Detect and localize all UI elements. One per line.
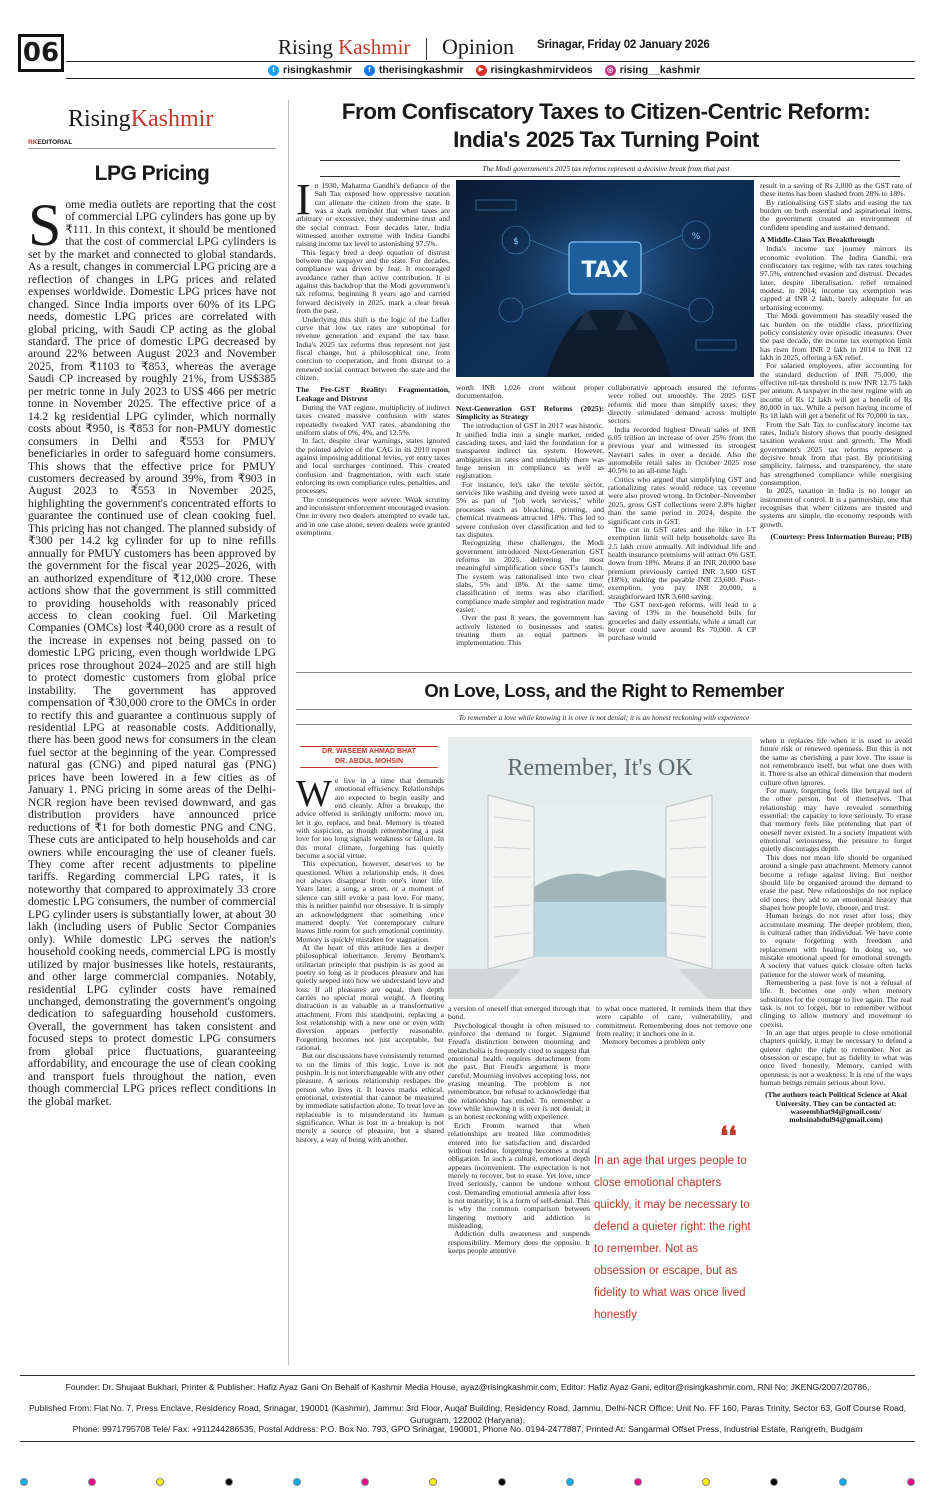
author-rule-bottom [300,767,438,768]
paragraph: This legacy bred a deep equation of distrust between the taxpayer and the state. For decades, compliance was driven by fear. It encouraged avoidance rather than active contribution. It is against this backdrop that the Modi government's tax reforms, beginning 8 years ago and carried forward decisively in 2025, mark a clear break from the past. [296,247,450,316]
paragraph: Critics who argued that simplifying GST and rationalizing rates would reduce tax revenue were also proved wrong. In October–November 2025, gross GST collections were 2.8% higher than the same period in 2024, despite the significant cuts in GST. [608,474,756,526]
paragraph: This expectation, however, deserves to be questioned. When a relationship ends, it does not always disappear from one's inner life. Years later, a song, a street, or a moment of silence can still evoke a past love. For many, this is neither painful nor obsessive. It is simply an acknowledgment that something once mattered deeply. Yet contemporary culture leaves little room for such emotional continuity. Memory is quickly mistaken for stagnation. [296,859,444,944]
paragraph: India's income tax journey mirrors its economic evolution. The Indira Gandhi, era confiscatory tax regime, with tax rates touching 97.5%, entrenched evasion and distrust. Decades later, despite liberalisation, relief remained modest, in 2014; income tax exemption was capped at INR 2 lakh, barely adequate for an urbanising economy. [760,244,912,312]
paragraph: Memory becomes a problem only [602,1037,706,1047]
header-rule [66,61,915,62]
paragraph: Addiction dulls awareness and suspends responsibility. Memory does the opposite. It keeps people attentive [448,1229,590,1255]
editorial-dropcap: S [28,192,62,258]
subheading: The Pre-GST Reality: Fragmentation, Leakage and Distrust [296,385,450,403]
article1-rule-bottom [320,176,900,177]
registration-mark [20,1478,28,1486]
paragraph: The cut in GST rates and the hike in I-T exemption limit will help households save Rs 2.5 lakh crore annually. All individual life and health insurance premiums will attract 0% GST, down from 18%. Means if an INR 20,000 base premium previously carried INR 3,600 GST (18%), making the payable INR 23,600. Post-exemption, you pay INR 20,000, a straightforward INR 3,600 saving. [608,524,756,601]
paragraph: when it replaces life when it is used to avoid future risk or renewed openness. But this is not the same as cherishing a past love. The issue is not remembrance itself, but what one does with it. There is also an ethical dimension that modern culture often ignores. [760,736,912,787]
paragraph: Psychological thought is often misused to reinforce the demand to forget. Sigmund Freud's distinction between mourning and melancholia is frequently cited to suggest that emotional health requires detachment from the past. But Freud's argument is more careful. Mourning involves accepting loss, not erasing meaning. The problem is not remembrance, but refusal to acknowledge that the relationship has ended. To remember a love while knowing it is over is not denial; it is an honest reckoning with experience. [448,1020,590,1122]
registration-mark [88,1478,96,1486]
paragraph: The GST next-gen reforms, will lead to a saving of 13% in the household bills for groceries and daily essentials, while a small car buyer could save around Rs 70,000. A CP purchase would [608,599,756,643]
article2-rule-mid [296,709,912,710]
paragraph: a version of oneself that emerged through that bond. [448,1004,590,1022]
tax-illustration-graphic [456,180,754,377]
editorial-body [28,192,276,1108]
footer-rule-bottom [20,1441,915,1442]
editorial-tag-prefix: RK [28,139,38,146]
paragraph: For salaried employees, after accounting for the standard deduction of INR 75,000, the effective nil-tax threshold is now INR 12.75 lakh per annum. A taxpayer in the new regime with an income of Rs 12 lakh will get a benefit of Rs 80,000 in tax. While a person having income of Rs 18 lakh will get a benefit of Rs 70,000 in tax. [760,361,912,421]
paragraph: From the Salt Tax to confiscatory income tax rates, India's history shows that poorly designed taxation weakens trust and growth. The Modi government's 2025 tax reforms represent a decisive break from that past. By prioritising simplicity, fairness, and transparency, the state has strengthened compliance while energising consumption. [760,419,912,488]
masthead-separator [426,38,427,60]
instagram-icon: ◎ [605,65,616,76]
twitter-handle: risingkashmir [283,64,352,76]
paragraph: collaborative approach ensured the reforms were rolled out smoothly. The 2025 GST reforms did more than simplify taxes; they directly stimulated demand across multiple sectors. [608,383,756,426]
registration-mark [702,1478,710,1486]
facebook-icon: f [364,65,375,76]
social-youtube[interactable] [476,64,593,76]
footer-line-3: Phone: 9971795708 Tele/ Fax: +911244286535, Postal Address: P.O. Box No. 793, GPO Srinagar, 190001, Phone No. 0194-2477887, Printed At: Sangarmal Offset Press, Industrial Estate, Rangreth, Budgam [72,1424,863,1434]
image-caption: Remember, It's OK [507,755,693,781]
facebook-handle: therisingkashmir [378,64,464,76]
dateline: Srinagar, Friday 02 January 2026 [537,39,710,51]
article2-subtitle: To remember a love while knowing it is over is not denial; it is an honest reckoning with experience [458,713,750,722]
author-1: DR. WASEEM AHMAD BHAT [322,748,416,755]
article1-rule-top [320,160,900,161]
paragraph: For many, forgetting feels like betrayal not of the other person, but of themselves. That relationship may have revealed something essential: the capacity to love seriously. To erase that memory feels like pretending that part of oneself never existed. In a society impatient with emotional seriousness, the pressure to forget quietly discourages depth. [760,786,912,854]
article1-column-2 [456,384,604,648]
paragraph: result in a saving of Rs 2,800 as the GST rate of these items has been slashed from 28% to 18%. [760,181,912,199]
paragraph: Remembering a past love is not a refusal of life. It becomes one only when memory substitutes for the courage to live again. The real task is not to forget, but to remember without clinging to allow memory and movement to coexist. [760,977,912,1029]
article1-column-1 [296,175,450,538]
paragraph: This does not mean life should be organised around a single past attachment. Memory cannot become a refuge against living. But neither should life be organised around the demand to erase the past. New relationships do not replace old ones; they add to an emotional history that shapes how people love, choose, and trust. [760,852,912,912]
article2-column-4 [760,737,912,1125]
paragraph: But our discussions have consistently returned to on the limits of this logic. Love is not pushpin. It is not interchangeable with any other pleasure. A serious relationship reshapes the person who lives it. It leaves marks ethical, emotional, existential that cannot be measured by immediate satisfaction alone. To treat love as replaceable is to misunderstand its human significance. What is lost in a breakup is not merely a source of pleasure, but a shared history, a way of being with another, [296,1051,444,1144]
instagram-handle: rising__kashmir [619,64,701,76]
social-twitter[interactable] [268,64,352,76]
registration-mark [566,1478,574,1486]
footer-line-2: Published From: Flat No. 7, Press Enclave, Residency Road, Srinagar, 190001 (Kashmir), Jammu: 3rd Floor, Auqaf Building, Residency Road, Jammu, Delhi-NCR Office: Unit No. FF 160, Paras Trinity, Sector 63, Golf Course Road, Gurugram, 122002 (Haryana), [28,1403,907,1425]
remember-illustration [448,737,752,999]
social-facebook[interactable] [364,64,464,76]
svg-text:$: $ [513,237,519,247]
article1-subtitle: The Modi government's 2025 tax reforms represent a decisive break from that past [482,164,730,173]
masthead-rising: Rising [278,35,333,59]
article2-rule-top [296,672,912,673]
paragraph: The introduction of GST in 2017 was historic. It unified India into a single market, ended cascading taxes, and laid the foundation for a transparent indirect tax system. However, ambiguities in rates and undeniably there was huge tension in compliance as well as registration. [456,421,604,481]
subheading: A Middle-Class Tax Breakthrough [760,235,875,245]
registration-mark [498,1478,506,1486]
quote-mark-icon: ❛❛ [720,1122,737,1152]
paragraph: Over the past 8 years, the government has actively listened to businesses and states, treating them as equal partners in implementation. This [456,613,604,648]
article1-dropcap: I [296,175,311,224]
masthead-kashmir: Kashmir [338,35,411,59]
article1-column-4 [760,182,912,541]
editorial-text: ome media outlets are reporting that the cost of commercial LPG cylinders has gone up by ₹111. In this context, it should be mentioned that the cost of commercial LPG cylinders is set by the market and connected to global standards. As a result, changes in commercial LPG pricing are a reflection of changes in LPG prices and related expenses worldwide. Domestic LPG prices have not changed. Since India imports over 60% of its LPG needs, domestic LPG prices are correlated with global pricing, with Saudi CP acting as the global standard. The price of domestic LPG decreased by around 22% between August 2023 and November 2025, from ₹1103 to ₹853, whereas the average Saudi CP increased by roughly 21%, from US$385 per metric tonne in July 2023 to US$ 466 per metric tonne in November 2025. The effective price of a 14.2 kg residential LPG cylinder, which normally costs about ₹950, is ₹853 for non-PMUY domestic consumers in Delhi and ₹553 for PMUY beneficiaries in order to safeguard home consumers. This shows that the effective price for PMUY customers decreased by around 39%, from ₹903 in August 2023 to ₹553 in November 2025, highlighting the government's concentrated efforts to guarantee the continued use of clean cooking fuel. This pricing has not changed. The planned subsidy of ₹300 per 14.2 kg cylinder for up to nine refills annually for PMUY customers has been approved by the government for the fiscal year 2025–2026, with an authorized expenditure of ₹12,000 crore. These actions show that the government is still committed to providing households with reasonably priced access to clean cooking fuel. Oil Marketing Companies (OMCs) lost ₹40,000 crore as a result of the increase in expenses not being passed on to domestic LPG pricing, even though worldwide LPG prices rose throughout 2024–2025 and are still high to protect domestic customers from global price instability. The government has approved compensation of ₹30,000 crore to the OMCs in order to rectify this and guarantee a continuous supply of residential LPG at reasonable costs. Additionally, there has been good news for consumers in the clean fuel sector at the beginning of the year. Compressed natural gas (CNG) and piped natural gas (PNG) prices have been lowered in a few cities as of January 1. PNG pricing in some areas of the Delhi-NCR region have been revised downward, and gas distribution providers have announced price reductions of ₹1 for both domestic PNG and CNG. These cuts are anticipated to help households and car owners while encouraging the use of cleaner fuels. They come after recent adjustments to pipeline tariffs. Regarding commercial LPG rates, it is noteworthy that compared to approximately 33 crore domestic LPG consumers, the number of commercial LPG cylinder users is substantially lower, at about 30 lakh (including users of Public Sector Companies only). While domestic LPG serves the nation's household cooking needs, commercial LPG is mostly utilized by major businesses like hotels, restaurants, and other large commercial companies. Notably, residential LPG cylinder costs have remained unchanged, demonstrating the government's ongoing dedication to safeguarding household customers. Overall, the government has taken consistent and focused steps to protect domestic LPG consumers from global price fluctuations, guaranteeing affordability, and encourage the use of clean cooking and transport fuels throughout the nation, even though commercial LPG prices reflect conditions in the global market. [28,199,276,1108]
masthead[interactable] [278,34,514,60]
tax-label: TAX [581,258,629,283]
paragraph: to what once mattered. It reminds them that they were capable of care, vulnerability, and commitment. Remembering does not remove one from reality; it anchors one in it. [596,1004,752,1039]
registration-mark [839,1478,847,1486]
logo-rising: Rising [68,106,131,132]
subheading: Next-Generation GST Reforms (2025): Simplicity as Strategy [456,403,604,422]
section-name: Opinion [441,34,515,59]
editorial-logo [68,106,213,133]
article2-column-3 [596,1005,752,1047]
article2-column-1 [296,773,444,1144]
paragraph: For instance, let's take the textile sector, services like washing and dyeing were taxed at 5% as part of "job work services," while processes such as bleaching, printing, and chemical treatments attracted 18%. This led to severe confusion over classification and led to tax disputes. [456,479,604,539]
pull-quote: In an age that urges people to close emotional chapters quickly, it may be necessary to defend a quieter right: the right to remember. Not as obsession or escape, but as fidelity to what was once lived honestly [594,1155,751,1321]
youtube-handle: risingkashmirvideos [490,64,593,76]
paragraph: Human beings do not reset after loss; they accumulate meaning. The deeper problem, then, is cultural rather than individual. We have come to equate forgetting with freedom and replacement with healing. In doing so, we mistake emotional speed for emotional strength. A society that values quick closure often lacks patience for the slower work of meaning. [760,911,912,979]
registration-mark [429,1478,437,1486]
youtube-icon: ▶ [476,65,487,76]
paragraph: At the heart of this attitude lies a deeper philosophical inheritance. Jeremy Bentham's utilitarian principle that pushpin is as good as poetry so long as it produces pleasure and has quietly seeped into how we understand love and loss. If all pleasures are equal, then depth carries no special moral weight. A fleeting distraction is as valuable as a transformative attachment. From this standpoint, replacing a lost relationship with a new one or even with diversion appears perfectly reasonable. Forgetting becomes not just acceptable, but rational. [296,942,444,1052]
page-number: 06 [18,34,64,72]
article1-column-3 [608,384,756,643]
paragraph: In fact, despite clear warnings, states ignored the pointed advice of the CAG in its 2010 report against imposing additional levies, yet entry taxes and local surcharges continued. This created confusion and fragmentation, with each state enforcing its own compliance rules, penalties, and processes. [296,436,450,496]
tax-illustration [456,180,754,377]
paragraph: During the VAT regime, multiplicity of indirect taxes created massive confusion with states repeatedly tweaked VAT rates, abandoning the uniform slabs of 0%, 4%, and 12.5%. [296,402,450,437]
registration-mark [634,1478,642,1486]
paragraph: In 2025, taxation in India is no longer an instrument of control. It is a partnership, one that recognises that when citizens are trusted and systems are simple, the economy responds with growth. [760,486,912,529]
editorial-tag-label: EDITORIAL [37,139,73,146]
editorial-tag [28,139,72,146]
article2-title: On Love, Loss, and the Right to Remember [424,680,784,701]
paragraph: Recognizing these challenges, the Modi government introduced Next-Generation GST reforms in 2025, delivering the most meaningful simplification since GST's launch. The system was rationalised into two clear slabs, 5% and 18%. At the same time, classification of items was also clarified, compliance made simpler and registration made easier. [456,538,604,614]
article2-rule-bottom [296,724,912,725]
author-bio: (The authors teach Political Science at Akal University. They can be contacted at: waseembhat94@gmail.com/ mohsinabdul94@gmail.com) [765,1090,907,1125]
paragraph: The Modi government has steadily eased the tax burden on the middle class, prioritizing policy consistency over episodic measures. Over the past decade, the income tax exemption limit has risen from INR 2 lakh in 2014 to INR 12 lakh in 2025, offering a 6X relief. [760,311,912,362]
article1-courtesy: (Courtesy: Press Information Bureau; PIB) [770,532,912,542]
registration-mark [293,1478,301,1486]
paragraph: Erich Fromm warned that when relationships are treated like commodities entered into for satisfaction and discarded without residue, forgetting becomes a moral obligation. In such a culture, emotional depth appears inconvenient. The expectation is not merely to recover, but to erase. Yet love, once lived seriously, cannot be undone without cost. Demanding emotional amnesia after loss is not maturity; it is a form of self-denial. This is why the common comparison between lingering memory and addiction is misleading. [448,1120,590,1230]
registration-mark [361,1478,369,1486]
print-registration-marks [20,1478,915,1486]
registration-mark [907,1478,915,1486]
social-instagram[interactable] [605,64,701,76]
svg-text:%: % [691,232,701,242]
paragraph: Underlying this shift is the logic of the Laffer curve that low tax rates are suboptimal for revenue generation and expand the tax base. India's 2025 tax reforms thus represent not just fiscal change, but a philosophical one, from coercion to cooperation, and from distrust to a renewed social contract between the state and the citizen. [296,314,450,382]
social-links [268,64,700,76]
logo-kashmir: Kashmir [130,106,214,132]
registration-mark [225,1478,233,1486]
registration-mark [156,1478,164,1486]
twitter-icon: t [268,65,279,76]
article1-title [300,98,912,154]
footer-rule-top [20,1375,915,1376]
editorial-title: LPG Pricing [94,162,210,185]
registration-mark [770,1478,778,1486]
paragraph: In an age that urges people to close emotional chapters quickly, it may be necessary to defend a quieter right: the right to remember. Not as obsession or escape, but as fidelity to what was once lived honestly. Memory, carried with openness, is not a weakness. It is one of the ways human beings remain serious about love. [760,1028,912,1088]
article1-title-line2: India's 2025 Tax Turning Point [453,127,759,152]
column-divider [288,100,289,1365]
paragraph: India recorded highest Diwali sales of INR 6.05 trillion an increase of over 25% from the previous year and witnessed its strongest Navratri sales in over a decade. Also the automobile retail sales in October 2025 rose 40.5% to an all-time high. [608,424,756,476]
article1-title-line1: From Confiscatory Taxes to Citizen-Centric Reform: [341,99,871,124]
article2-column-2 [448,1005,590,1255]
window-illustration-graphic [448,737,752,999]
author-2: DR. ABDUL MOHSIN [334,758,404,765]
article2-dropcap: W [296,773,332,815]
editorial-rule [28,148,276,149]
header-rule-bottom [66,78,915,79]
paragraph: e live in a time that demands emotional efficiency. Relationships are expected to begin easily and end cleanly. After a breakup, the advice offered is strikingly uniform: move on, let it go, replace, and heal. Memory is treated with suspicion, as though remembering a past love for too long signals weakness or failure. In this moral climate, forgetting has quietly become a social virtue. [296,776,444,861]
footer-line-1: Founder: Dr. Shujaat Bukhari, Printer & Publisher: Hafiz Ayaz Gani On Behalf of Kashmir Media House, ayaz@risingkashmir.com, Editor: Hafiz Ayaz Gani, editor@risingkashmir.com, RNI No: JKENG/2007/20786, [65,1382,870,1392]
paragraph: n 1930, Mahatma Gandhi's defiance of the Salt Tax exposed how oppressive taxation can alienate the citizen from the state. It was a stark reminder that when taxes are arbitrary or excessive, they undermine trust and the social contract. Four decades later, India witnessed another extreme with Indira Gandhi raising income tax level to astonishing 97.5%. [296,181,450,249]
paragraph: By rationalising GST slabs and easing the tax burden on both essential and aspirational items, the government created an environment of confident spending and sustained demand. [760,197,912,232]
paragraph: worth INR 1,026 crore without proper documentation. [456,383,604,401]
paragraph: The consequences were severe. Weak scrutiny and inconsistent enforcement encouraged evasion. One in every two dealers attempted to evade tax, and in one case alone, seven dealers were granted exemptions [296,494,450,538]
article2-authors [296,746,442,768]
